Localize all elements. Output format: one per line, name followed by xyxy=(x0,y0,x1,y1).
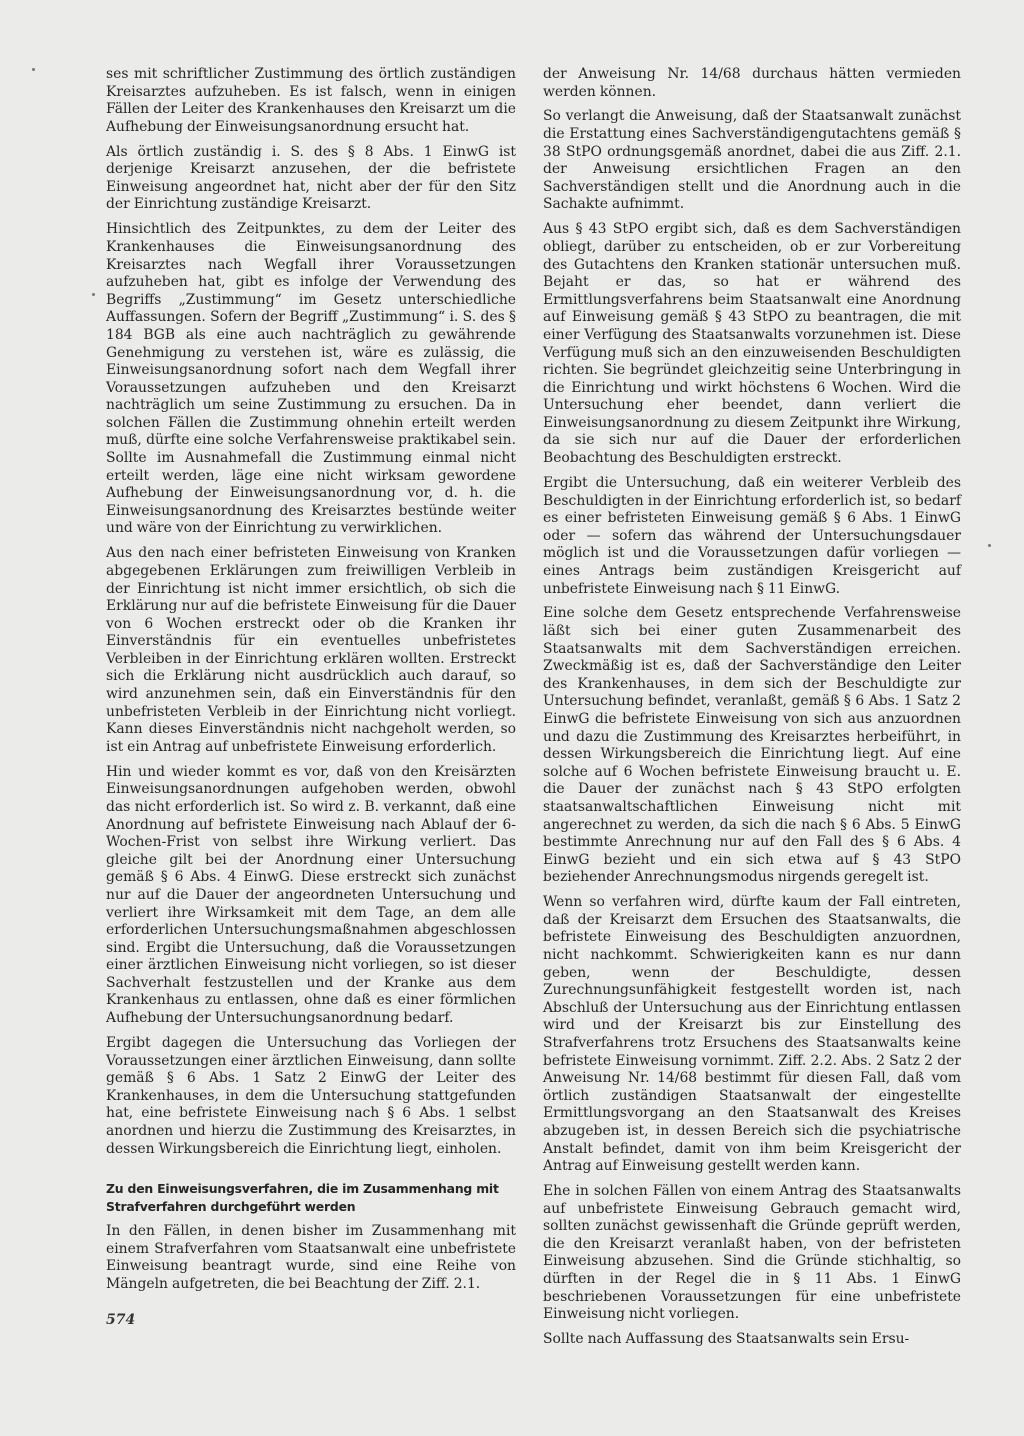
paragraph: In den Fällen, in denen bisher im Zusammenhang mit einem Strafverfahren vom Staatsanwalt eine unbefristete Einweisung beantragt wurde, sind eine Reihe von Mängeln aufgetreten, die bei Beachtung der Ziff. 2.1. xyxy=(106,1223,516,1292)
paragraph: So verlangt die Anweisung, daß der Staatsanwalt zunächst die Erstattung eines Sachverständigengutachtens gemäß § 38 StPO ordnungsgemäß anordnet, dabei die aus Ziff. 2.1. der Anweisung ersichtlichen Fragen an den Sachverständigen stellt und die Anordnung auch in die Sachakte aufnimmt. xyxy=(543,108,961,213)
scan-speck xyxy=(32,68,35,71)
paragraph: Aus § 43 StPO ergibt sich, daß es dem Sachverständigen obliegt, darüber zu entscheiden, ob er zur Vorbereitung des Gutachtens den Kranken stationär untersuchen muß. Bejaht er das, so hat er während des Ermittlungsverfahrens beim Staatsanwalt eine Anordnung auf Einweisung gemäß § 43 StPO zu beantragen, die mit einer Verfügung des Staatsanwalts vorzunehmen ist. Diese Verfügung muß sich an den einzuweisenden Beschuldigten richten. Sie begründet gleichzeitig seine Unterbringung in die Einrichtung und wirkt höchstens 6 Wochen. Wird die Untersuchung eher beendet, dann verliert die Einweisungsanordnung zu diesem Zeitpunkt ihre Wirkung, da sie sich nur auf die Dauer der erforderlichen Beobachtung des Beschuldigten erstreckt. xyxy=(543,221,961,467)
paragraph: der Anweisung Nr. 14/68 durchaus hätten vermieden werden können. xyxy=(543,66,961,100)
scan-speck xyxy=(988,544,991,547)
paragraph: Ergibt dagegen die Untersuchung das Vorliegen der Voraussetzungen einer ärztlichen Einweisung, dann sollte gemäß § 6 Abs. 1 Satz 2 EinwG der Leiter des Krankenhauses, in dem die Untersuchung stattgefunden hat, eine befristete Einweisung nach § 6 Abs. 1 selbst anordnen und hierzu die Zustimmung des Kreisarztes, in dessen Wirkungsbereich die Einrichtung liegt, einholen. xyxy=(106,1034,516,1157)
paragraph: ses mit schriftlicher Zustimmung des örtlich zuständigen Kreisarztes aufzuheben. Es ist falsch, wenn in einigen Fällen der Leiter des Krankenhauses den Kreisarzt um die Aufhebung der Einweisungsanordnung ersucht hat. xyxy=(106,66,516,135)
scan-speck xyxy=(92,293,95,296)
paragraph: Eine solche dem Gesetz entsprechende Verfahrensweise läßt sich bei einer guten Zusammenarbeit des Staatsanwalts mit dem Sachverständigen erreichen. Zweckmäßig ist es, daß der Sachverständige den Leiter des Krankenhauses, in dem sich der Beschuldigte zur Untersuchung befindet, veranlaßt, gemäß § 6 Abs. 1 Satz 2 EinwG die befristete Einweisung von sich aus anzuordnen und dazu die Zustimmung des Kreisarztes herbeiführt, in dessen Wirkungsbereich die Einrichtung liegt. Auf eine solche auf 6 Wochen befristete Einweisung braucht u. E. die Dauer der zunächst nach § 43 StPO erfolgten staatsanwaltschaftlichen Einweisung nicht mit angerechnet zu werden, da sich die nach § 6 Abs. 5 EinwG bestimmte Anrechnung nur auf den Fall des § 6 Abs. 4 EinwG bezieht und ein sich etwa auf § 43 StPO beziehender Anrechnungsmodus nirgends geregelt ist. xyxy=(543,605,961,886)
paragraph: Als örtlich zuständig i. S. des § 8 Abs. 1 EinwG ist derjenige Kreisarzt anzusehen, der die befristete Einweisung angeordnet hat, nicht aber der für den Sitz der Einrichtung zuständige Kreisarzt. xyxy=(106,143,516,213)
paragraph: Hinsichtlich des Zeitpunktes, zu dem der Leiter des Krankenhauses die Einweisungsanordnung des Kreisarztes nach Wegfall ihrer Voraussetzungen aufzuheben hat, gibt es infolge der Verwendung des Begriffs „Zustimmung“ im Gesetz unterschiedliche Auffassungen. Sofern der Begriff „Zustimmung“ i. S. des § 184 BGB als eine auch nachträglich zu gewährende Genehmigung zu verstehen ist, wäre es zulässig, die Einweisungsanordnung sofort nach dem Wegfall ihrer Voraussetzungen aufzuheben und den Kreisarzt nachträglich um seine Zustimmung zu ersuchen. Da in solchen Fällen die Zustimmung ohnehin erteilt werden muß, dürfte eine solche Verfahrensweise praktikabel sein. Sollte im Ausnahmefall die Zustimmung einmal nicht erteilt werden, läge eine nicht wirksam gewordene Aufhebung der Einweisungsanordnung vor, d. h. die Einweisungsanordnung des Kreisarztes bestünde weiter und wäre von der Einrichtung zu verwirklichen. xyxy=(106,221,516,537)
paragraph: Ehe in solchen Fällen von einem Antrag des Staatsanwalts auf unbefristete Einweisung Gebrauch gemacht wird, sollten zunächst gewissenhaft die Gründe geprüft werden, die den Kreisarzt veranlaßt haben, von der befristeten Einweisung abzusehen. Sind die Gründe stichhaltig, so dürften in der Regel die in § 11 Abs. 1 EinwG beschriebenen Voraussetzungen für eine unbefristete Einweisung nicht vorliegen. xyxy=(543,1183,961,1323)
paragraph: Ergibt die Untersuchung, daß ein weiterer Verbleib des Beschuldigten in der Einrichtung erforderlich ist, so bedarf es einer befristeten Einweisung gemäß § 6 Abs. 1 EinwG oder — sofern das während der Untersuchungsdauer möglich ist und die Voraussetzungen dafür vorliegen — eines Antrags beim zuständigen Kreisgericht auf unbefristete Einweisung nach § 11 EinwG. xyxy=(543,474,961,597)
page-number: 574 xyxy=(106,1312,136,1328)
paragraph: Hin und wieder kommt es vor, daß von den Kreisärzten Einweisungsanordnungen aufgehoben werden, obwohl das nicht erforderlich ist. So wird z. B. verkannt, daß eine Anordnung auf befristete Einweisung nach Ablauf der 6-Wochen-Frist von selbst ihre Wirkung verliert. Das gleiche gilt bei der Anordnung einer Untersuchung gemäß § 6 Abs. 4 EinwG. Diese erstreckt sich zunächst nur auf die Dauer der angeordneten Untersuchung und verliert ihre Wirksamkeit mit dem Tage, an dem alle erforderlichen Untersuchungsmaßnahmen abgeschlossen sind. Ergibt die Untersuchung, daß die Voraussetzungen einer ärztlichen Einweisung nicht vorliegen, so ist dieser Sachverhalt festzustellen und der Kranke aus dem Krankenhaus zu entlassen, ohne daß es einer förmlichen Aufhebung der Untersuchungsanordnung bedarf. xyxy=(106,763,516,1027)
paragraph: Wenn so verfahren wird, dürfte kaum der Fall eintreten, daß der Kreisarzt dem Ersuchen des Staatsanwalts, die befristete Einweisung des Beschuldigten anzuordnen, nicht nachkommt. Schwierigkeiten kann es nur dann geben, wenn der Beschuldigte, dessen Zurechnungsunfähigkeit festgestellt worden ist, nach Abschluß der Untersuchung aus der Einrichtung entlassen wird und der Kreisarzt bis zur Einstellung des Strafverfahrens trotz Ersuchens des Staatsanwalts keine befristete Einweisung vornimmt. Ziff. 2.2. Abs. 2 Satz 2 der Anweisung Nr. 14/68 bestimmt für diesen Fall, daß vom örtlich zuständigen Staatsanwalt der eingestellte Ermittlungsvorgang an den Staatsanwalt des Kreises abzugeben ist, in dessen Bereich sich die psychiatrische Anstalt befindet, damit von ihm beim Kreisgericht der Antrag auf Einweisung gestellt werden kann. xyxy=(543,894,961,1175)
right-column xyxy=(543,66,961,1356)
left-column xyxy=(106,66,516,1301)
paragraph: Aus den nach einer befristeten Einweisung von Kranken abgegebenen Erklärungen zum freiwilligen Verbleib in der Einrichtung ist nicht immer ersichtlich, ob sich die Erklärung nur auf die befristete Einweisung für die Dauer von 6 Wochen erstreckt oder ob die Kranken ihr Einverständnis für ein eventuelles unbefristetes Verbleiben in der Einrichtung erklären wollten. Erstreckt sich die Erklärung nicht ausdrücklich auch darauf, so wird anzunehmen sein, daß ein Einverständnis für den unbefristeten Verbleib in der Einrichtung nicht vorliegt. Kann dieses Einverständnis nicht nachgeholt werden, so ist ein Antrag auf unbefristete Einweisung erforderlich. xyxy=(106,545,516,755)
section-heading: Zu den Einweisungsverfahren, die im Zusammenhang mit Strafverfahren durchgeführt werden xyxy=(106,1181,499,1214)
paragraph: Sollte nach Auffassung des Staatsanwalts sein Ersu- xyxy=(543,1331,910,1348)
